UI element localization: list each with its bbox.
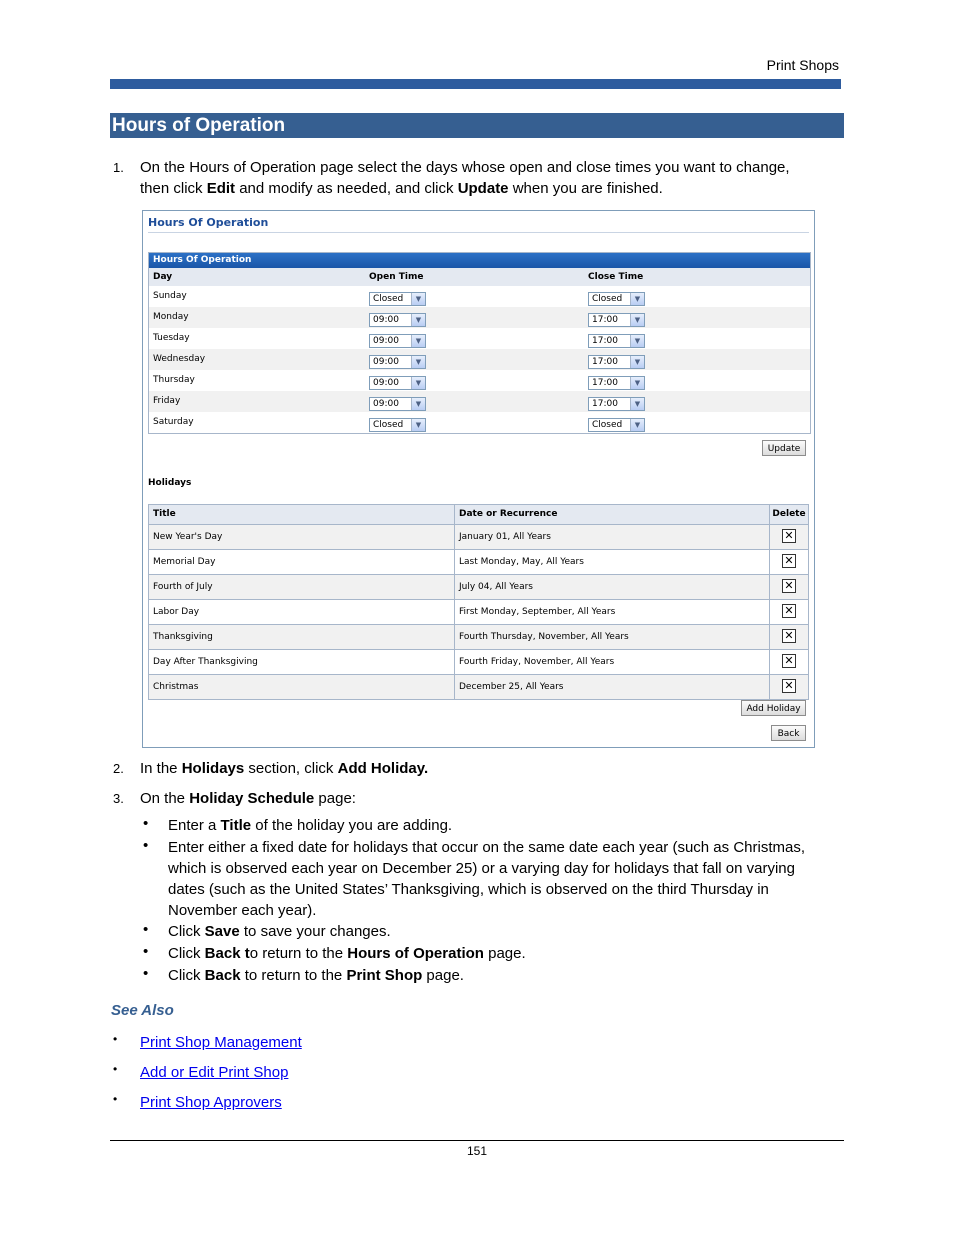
holiday-title: Fourth of July: [149, 575, 455, 599]
divider: [148, 232, 809, 233]
open-time-select[interactable]: [369, 355, 426, 369]
running-header: Print Shops: [766, 57, 839, 73]
holiday-row: [149, 650, 808, 675]
holiday-date: December 25, All Years: [455, 675, 770, 699]
open-time-select[interactable]: [369, 418, 426, 432]
open-time-value: 09:00: [373, 357, 399, 367]
holidays-table-header: [149, 505, 808, 525]
hours-of-operation-screenshot: [142, 210, 815, 748]
day-name: Tuesday: [153, 333, 190, 343]
bullet-icon: •: [143, 965, 149, 982]
header-rule: [110, 79, 841, 89]
holiday-date: Fourth Thursday, November, All Years: [455, 625, 770, 649]
bullet-text: Enter a Title of the holiday you are adding.: [168, 817, 453, 834]
chevron-down-icon[interactable]: ▼: [411, 356, 425, 368]
link-print-shop-management[interactable]: Print Shop Management: [140, 1034, 302, 1051]
open-time-value: Closed: [373, 420, 404, 430]
open-time-value: 09:00: [373, 378, 399, 388]
chevron-down-icon[interactable]: ▼: [630, 293, 644, 305]
close-time-value: 17:00: [592, 336, 618, 346]
delete-icon[interactable]: ✕: [782, 629, 796, 643]
holiday-row: [149, 525, 808, 550]
day-name: Wednesday: [153, 354, 206, 364]
open-time-value: Closed: [373, 294, 404, 304]
bullet-icon: •: [143, 943, 149, 960]
delete-icon[interactable]: ✕: [782, 554, 796, 568]
section-heading: Hours of Operation: [110, 113, 844, 138]
holiday-title: Thanksgiving: [149, 625, 455, 649]
step-number: 3.: [113, 791, 124, 806]
holiday-row: [149, 550, 808, 575]
bullet-icon: •: [113, 1092, 118, 1106]
chevron-down-icon[interactable]: ▼: [411, 377, 425, 389]
bullet-text: Enter either a fixed date for holidays that occur on the same date each year (such as Christmas, which is observed each year on December 25) or a varying day for holidays that fall on varying dates (such as the United States’ Thanksgiving, which is observed on the third Thursday in November each year).: [168, 839, 805, 919]
step-1-text: [140, 157, 790, 199]
link-add-or-edit-print-shop[interactable]: Add or Edit Print Shop: [140, 1064, 289, 1081]
bullet-text: Click Save to save your changes.: [168, 923, 391, 940]
chevron-down-icon[interactable]: ▼: [630, 314, 644, 326]
close-time-value: 17:00: [592, 357, 618, 367]
holiday-date: Last Monday, May, All Years: [455, 550, 770, 574]
holiday-date: July 04, All Years: [455, 575, 770, 599]
column-header-close-time: Close Time: [588, 272, 644, 282]
holiday-date: January 01, All Years: [455, 525, 770, 549]
day-row: [149, 370, 810, 391]
day-name: Friday: [153, 396, 181, 406]
chevron-down-icon[interactable]: ▼: [630, 335, 644, 347]
close-time-select[interactable]: [588, 397, 645, 411]
open-time-value: 09:00: [373, 336, 399, 346]
open-time-select[interactable]: [369, 334, 426, 348]
holiday-row: [149, 675, 808, 699]
column-header-date: Date or Recurrence: [455, 505, 770, 524]
step-number: 1.: [113, 160, 124, 175]
delete-icon[interactable]: ✕: [782, 604, 796, 618]
hours-table-header: [149, 268, 810, 286]
step-1-line: On the Hours of Operation page select the days whose open and close times you want to change,: [140, 159, 790, 176]
step-2-text: In the Holidays section, click Add Holiday.: [140, 760, 429, 777]
column-header-title: Title: [149, 505, 455, 524]
chevron-down-icon[interactable]: ▼: [411, 335, 425, 347]
chevron-down-icon[interactable]: ▼: [630, 398, 644, 410]
bullet-icon: •: [113, 1032, 118, 1046]
back-button[interactable]: Back: [771, 725, 806, 741]
holiday-title: Christmas: [149, 675, 455, 699]
page-number: 151: [466, 1144, 488, 1158]
close-time-value: Closed: [592, 294, 623, 304]
chevron-down-icon[interactable]: ▼: [411, 293, 425, 305]
delete-icon[interactable]: ✕: [782, 579, 796, 593]
delete-icon[interactable]: ✕: [782, 654, 796, 668]
holiday-row: [149, 625, 808, 650]
holiday-row: [149, 600, 808, 625]
column-header-day: Day: [153, 272, 173, 282]
day-row: [149, 286, 810, 307]
holiday-title: Labor Day: [149, 600, 455, 624]
open-time-select[interactable]: [369, 313, 426, 327]
day-name: Monday: [153, 312, 189, 322]
day-row: [149, 391, 810, 412]
close-time-value: Closed: [592, 420, 623, 430]
delete-icon[interactable]: ✕: [782, 529, 796, 543]
open-time-value: 09:00: [373, 315, 399, 325]
chevron-down-icon[interactable]: ▼: [411, 398, 425, 410]
update-button[interactable]: Update: [762, 440, 806, 456]
close-time-select[interactable]: [588, 355, 645, 369]
step-number: 2.: [113, 761, 124, 776]
holiday-title: New Year's Day: [149, 525, 455, 549]
add-holiday-button[interactable]: Add Holiday: [741, 700, 806, 716]
hours-table-title: Hours Of Operation: [149, 253, 810, 268]
chevron-down-icon[interactable]: ▼: [630, 356, 644, 368]
close-time-value: 17:00: [592, 399, 618, 409]
open-time-select[interactable]: [369, 397, 426, 411]
chevron-down-icon[interactable]: ▼: [630, 419, 644, 431]
day-row: [149, 307, 810, 328]
holiday-date: Fourth Friday, November, All Years: [455, 650, 770, 674]
close-time-select[interactable]: [588, 292, 645, 306]
day-row: [149, 349, 810, 370]
bullet-icon: •: [143, 837, 149, 854]
bullet-icon: •: [143, 815, 149, 832]
holiday-title: Day After Thanksgiving: [149, 650, 455, 674]
bullet-icon: •: [113, 1062, 118, 1076]
holidays-table: [148, 504, 809, 700]
holidays-label: Holidays: [148, 478, 192, 488]
close-time-value: 17:00: [592, 315, 618, 325]
chevron-down-icon[interactable]: ▼: [411, 419, 425, 431]
delete-icon[interactable]: ✕: [782, 679, 796, 693]
day-row: [149, 412, 810, 433]
column-header-delete: Delete: [772, 509, 806, 519]
holiday-row: [149, 575, 808, 600]
bullet-icon: •: [143, 921, 149, 938]
step-3-text: On the Holiday Schedule page:: [140, 790, 356, 807]
close-time-select[interactable]: [588, 313, 645, 327]
open-time-select[interactable]: [369, 376, 426, 390]
screenshot-page-title: Hours Of Operation: [148, 216, 269, 229]
step-1-line: then click Edit and modify as needed, and click Update when you are finished.: [140, 180, 663, 197]
day-row: [149, 328, 810, 349]
footer-rule: [110, 1140, 844, 1141]
bullet-text: Click Back to return to the Print Shop page.: [168, 967, 464, 984]
see-also-heading: See Also: [111, 1002, 174, 1019]
holiday-title: Memorial Day: [149, 550, 455, 574]
chevron-down-icon[interactable]: ▼: [630, 377, 644, 389]
day-name: Thursday: [153, 375, 195, 385]
column-header-open-time: Open Time: [369, 272, 424, 282]
day-name: Saturday: [153, 417, 194, 427]
holiday-date: First Monday, September, All Years: [455, 600, 770, 624]
close-time-select[interactable]: [588, 418, 645, 432]
open-time-select[interactable]: [369, 292, 426, 306]
bullet-text: Click Back to return to the Hours of Operation page.: [168, 945, 526, 962]
day-name: Sunday: [153, 291, 187, 301]
open-time-value: 09:00: [373, 399, 399, 409]
hours-table: [148, 252, 811, 434]
chevron-down-icon[interactable]: ▼: [411, 314, 425, 326]
link-print-shop-approvers[interactable]: Print Shop Approvers: [140, 1094, 282, 1111]
close-time-select[interactable]: [588, 376, 645, 390]
close-time-select[interactable]: [588, 334, 645, 348]
close-time-value: 17:00: [592, 378, 618, 388]
